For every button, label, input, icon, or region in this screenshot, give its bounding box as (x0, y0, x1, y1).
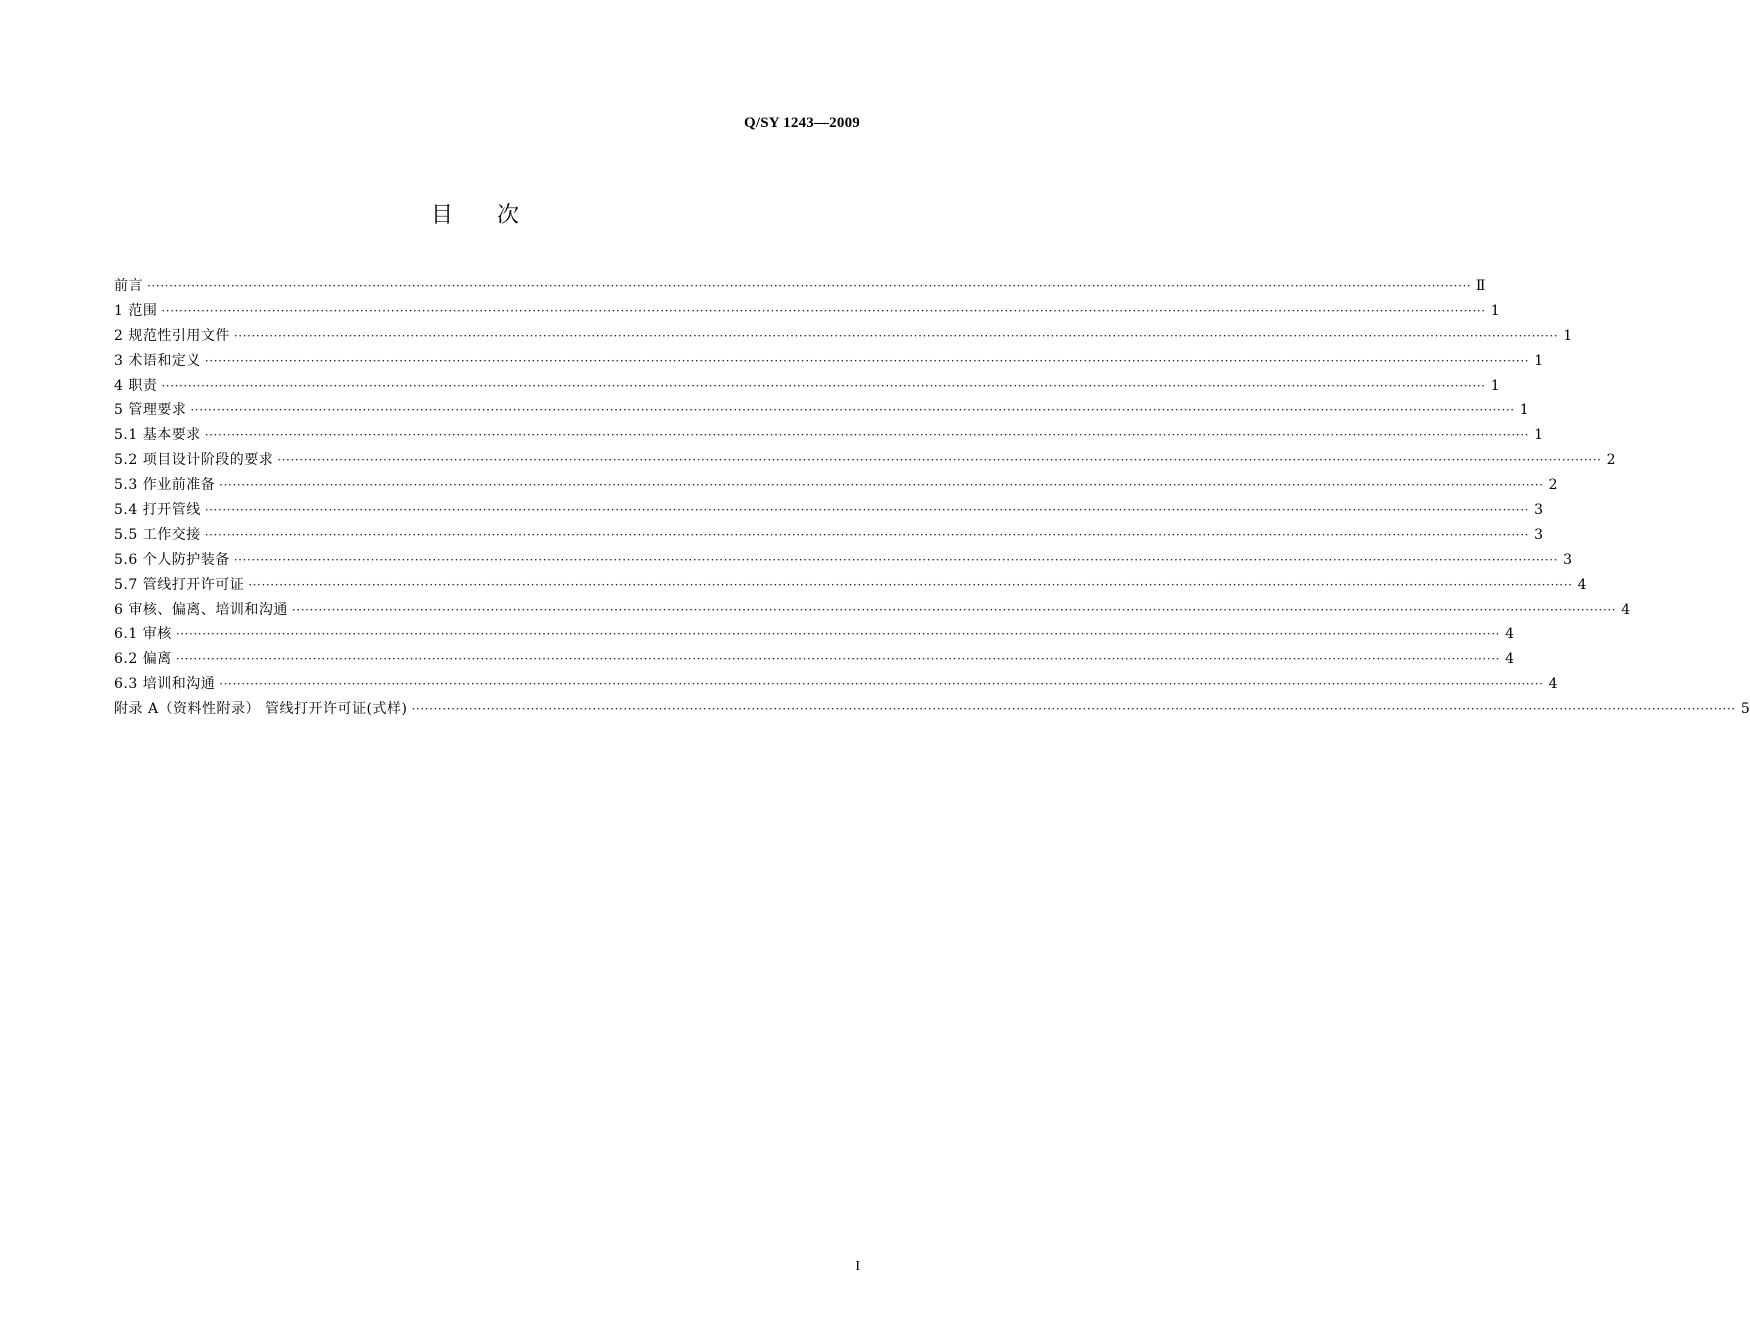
toc-entry[interactable] (114, 548, 1573, 573)
toc-leader-dots: ············································································································································································································································································································ (411, 702, 1736, 717)
toc-entry-page: 4 (1548, 676, 1558, 693)
toc-entry[interactable] (114, 274, 1486, 299)
toc-leader-dots: ············································································································································································································································································································ (204, 527, 1530, 542)
table-of-contents (114, 274, 1750, 722)
toc-entry[interactable] (114, 374, 1500, 399)
toc-entry-label: 1 范围 (114, 302, 158, 319)
toc-entry-page: 3 (1534, 526, 1544, 543)
toc-entry-label: 5.1 基本要求 (114, 427, 201, 444)
toc-leader-dots: ············································································································································································································································································································ (175, 652, 1501, 667)
toc-entry-label: 5.5 工作交接 (114, 526, 201, 543)
toc-entry-page: 3 (1534, 502, 1544, 519)
toc-entry[interactable] (114, 324, 1573, 349)
toc-entry-page: 3 (1563, 551, 1573, 568)
toc-entry-page: 4 (1621, 601, 1631, 618)
toc-entry[interactable] (114, 299, 1500, 324)
toc-leader-dots: ············································································································································································································································································································ (277, 453, 1602, 468)
toc-entry[interactable] (114, 672, 1558, 697)
toc-entry[interactable] (114, 647, 1515, 672)
toc-entry-page: Ⅱ (1475, 278, 1486, 294)
toc-entry-page: 2 (1548, 477, 1558, 494)
toc-entry-label: 6.1 审核 (114, 626, 172, 643)
toc-entry-page: 1 (1490, 302, 1500, 319)
toc-entry-label: 6 审核、偏离、培训和沟通 (114, 601, 288, 618)
toc-entry-page: 5 (1740, 701, 1750, 718)
toc-entry[interactable] (114, 598, 1631, 623)
toc-leader-dots: ············································································································································································································································································································ (175, 627, 1501, 642)
toc-entry[interactable] (114, 473, 1558, 498)
toc-entry[interactable] (114, 423, 1544, 448)
toc-entry-page: 1 (1534, 427, 1544, 444)
toc-entry[interactable] (114, 697, 1750, 722)
toc-leader-dots: ············································································································································································································································································································ (291, 602, 1617, 617)
toc-entry[interactable] (114, 398, 1529, 423)
toc-entry-page: 1 (1519, 402, 1529, 419)
toc-entry[interactable] (114, 448, 1616, 473)
toc-leader-dots: ············································································································································································································································································································ (233, 328, 1559, 343)
toc-entry[interactable] (114, 573, 1587, 598)
toc-entry-label: 3 术语和定义 (114, 352, 201, 369)
toc-leader-dots: ············································································································································································································································································································ (219, 478, 1544, 493)
toc-entry-page: 1 (1534, 352, 1544, 369)
toc-entry-page: 4 (1505, 651, 1515, 668)
toc-entry-label: 5 管理要求 (114, 402, 187, 419)
toc-leader-dots: ············································································································································································································································································································ (233, 552, 1559, 567)
toc-leader-dots: ············································································································································································································································································································ (161, 303, 1486, 318)
toc-entry-label: 附录 A（资料性附录） 管线打开许可证(式样) (114, 701, 408, 718)
standard-code: Q/SY 1243—2009 (743, 115, 860, 131)
toc-leader-dots: ············································································································································································································································································································ (248, 577, 1573, 592)
toc-entry-label: 4 职责 (114, 377, 158, 394)
toc-entry-page: 2 (1606, 452, 1616, 469)
toc-entry[interactable] (114, 349, 1544, 374)
toc-leader-dots: ············································································································································································································································································································ (204, 503, 1530, 518)
toc-entry-label: 6.3 培训和沟通 (114, 676, 216, 693)
page-number: I (855, 1259, 860, 1274)
toc-entry-label: 5.7 管线打开许可证 (114, 576, 245, 593)
toc-leader-dots: ············································································································································································································································································································ (219, 677, 1544, 692)
toc-entry-page: 4 (1577, 576, 1587, 593)
toc-entry-label: 6.2 偏离 (114, 651, 172, 668)
toc-leader-dots: ············································································································································································································································································································ (204, 428, 1530, 443)
toc-entry-label: 5.4 打开管线 (114, 502, 201, 519)
toc-title: 目次 (430, 203, 563, 228)
toc-entry-label: 5.6 个人防护装备 (114, 551, 230, 568)
toc-entry-label: 前言 (114, 278, 143, 294)
toc-leader-dots: ············································································································································································································································································································ (161, 378, 1486, 393)
toc-entry[interactable] (114, 622, 1515, 647)
toc-entry-label: 2 规范性引用文件 (114, 327, 230, 344)
toc-entry-label: 5.3 作业前准备 (114, 477, 216, 494)
toc-entry[interactable] (114, 523, 1544, 548)
toc-entry[interactable] (114, 498, 1544, 523)
toc-leader-dots: ············································································································································································································································································································ (204, 353, 1530, 368)
toc-entry-page: 4 (1505, 626, 1515, 643)
toc-entry-page: 1 (1490, 377, 1500, 394)
toc-entry-label: 5.2 项目设计阶段的要求 (114, 452, 274, 469)
toc-leader-dots: ············································································································································································································································································································ (147, 279, 1472, 293)
toc-leader-dots: ············································································································································································································································································································ (190, 403, 1515, 418)
toc-entry-page: 1 (1563, 327, 1573, 344)
